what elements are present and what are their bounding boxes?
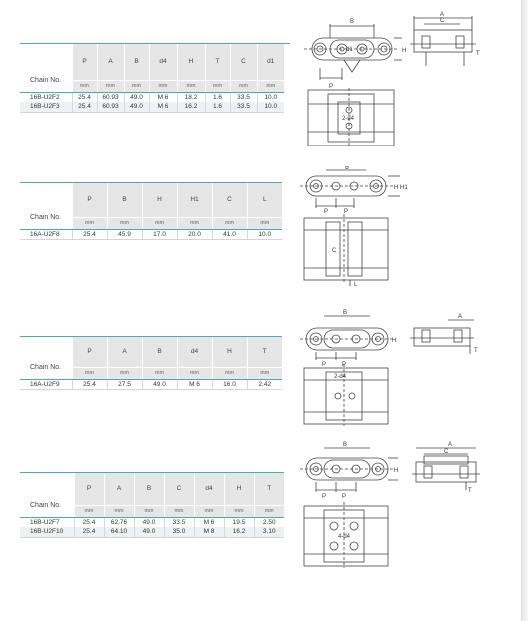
spec-table [20, 44, 284, 113]
dim-label-t: T [468, 488, 472, 494]
table-cell: 10.0 [257, 92, 284, 102]
spec-table [20, 473, 284, 538]
dim-label-h1: H1 [400, 185, 408, 191]
dim-label-a: A [448, 442, 453, 448]
chain-no-header: Chain No. [20, 44, 72, 92]
column-header: P [72, 44, 97, 80]
table-cell: 10.0 [257, 102, 284, 112]
unit-cell: mm [72, 217, 107, 229]
chain-no-cell: 16A-U2F9 [20, 379, 72, 389]
unit-cell: mm [212, 217, 247, 229]
column-header: H [142, 183, 177, 217]
table-cell: 25.4 [74, 527, 104, 537]
table-cell: M 6 [149, 102, 177, 112]
table-cell: 62.76 [104, 517, 134, 527]
column-header: H [212, 337, 247, 367]
column-header: C [230, 44, 257, 80]
chain-no-header: Chain No. [20, 183, 72, 229]
table-cell: 3.10 [254, 527, 284, 537]
dim-label-t: T [476, 51, 480, 57]
unit-cell: mm [177, 80, 205, 92]
dim-label-p: P [322, 362, 327, 368]
unit-cell: mm [124, 80, 149, 92]
table-cell: M 6 [149, 92, 177, 102]
unit-cell: mm [194, 505, 224, 517]
table-cell: 49.0 [142, 379, 177, 389]
dim-label-p: P [322, 494, 327, 500]
table-cell: 49.0 [134, 517, 164, 527]
dim-label-a: A [440, 12, 445, 18]
table-cell: 17.0 [142, 229, 177, 239]
table-cell: 25.4 [74, 517, 104, 527]
table-cell: M 6 [177, 379, 212, 389]
table-row [20, 517, 284, 527]
table-cell: 1.6 [205, 92, 230, 102]
dim-label-p-2: P [342, 494, 347, 500]
unit-cell: mm [224, 505, 254, 517]
unit-cell: mm [254, 505, 284, 517]
column-header: A [97, 44, 124, 80]
unit-cell: mm [212, 367, 247, 379]
table-cell: M 8 [194, 527, 224, 537]
dim-label-p: P [324, 209, 329, 215]
unit-cell: mm [107, 217, 142, 229]
unit-cell: mm [247, 217, 282, 229]
table-cell: 25.4 [72, 92, 97, 102]
spec-table-1 [20, 43, 290, 113]
dim-label-d4: 2-d4 [342, 116, 355, 122]
unit-cell: mm [134, 505, 164, 517]
column-header: P [72, 183, 107, 217]
dim-label-c: C [444, 449, 449, 455]
table-row [20, 92, 284, 102]
dim-label-b: B [345, 166, 350, 171]
dim-label-h: H [394, 468, 399, 474]
table-cell: 25.4 [72, 379, 107, 389]
column-header: d4 [177, 337, 212, 367]
table-row [20, 102, 284, 112]
chain-drawing-1 [298, 10, 520, 146]
table-cell: 25.4 [72, 229, 107, 239]
column-header: d4 [194, 473, 224, 505]
dim-label-p-2: P [344, 209, 349, 215]
unit-cell: mm [177, 367, 212, 379]
table-cell: 60.93 [97, 102, 124, 112]
spec-table-4 [20, 472, 284, 538]
unit-cell: mm [177, 217, 212, 229]
column-header: H1 [177, 183, 212, 217]
chain-no-header: Chain No. [20, 473, 74, 517]
unit-cell: mm [257, 80, 284, 92]
table-cell: 41.0 [212, 229, 247, 239]
table-row [20, 229, 282, 239]
chain-no-cell: 16A-U2F8 [20, 229, 72, 239]
table-cell: 49.0 [124, 102, 149, 112]
table-cell: 20.0 [177, 229, 212, 239]
dim-label-h: H [394, 185, 399, 191]
dim-label-d4: 2-d4 [334, 374, 347, 380]
table-cell: 1.6 [205, 102, 230, 112]
column-header: B [134, 473, 164, 505]
chain-drawing-3 [298, 306, 494, 426]
dim-label-h: H [392, 338, 397, 344]
column-header: T [247, 337, 282, 367]
table-cell: 2.42 [247, 379, 282, 389]
table-cell: 25.4 [72, 102, 97, 112]
dim-label-c: C [332, 248, 337, 254]
table-cell: 49.0 [134, 527, 164, 537]
dim-label-b: B [350, 19, 355, 25]
column-header: d4 [149, 44, 177, 80]
column-header: H [177, 44, 205, 80]
unit-cell: mm [142, 367, 177, 379]
table-cell: 35.0 [164, 527, 194, 537]
dim-label-t: T [474, 348, 478, 354]
column-header: L [247, 183, 282, 217]
column-header: B [142, 337, 177, 367]
unit-cell: mm [72, 80, 97, 92]
dim-label-h: H [402, 48, 407, 54]
unit-cell: mm [107, 367, 142, 379]
chain-no-cell: 16B-U2F2 [20, 92, 72, 102]
table-cell: 18.2 [177, 92, 205, 102]
dim-label-c: C [440, 18, 445, 24]
unit-cell: mm [104, 505, 134, 517]
column-header: T [254, 473, 284, 505]
unit-cell: mm [149, 80, 177, 92]
dim-label-d4: 4-d4 [338, 534, 351, 540]
column-header: B [107, 183, 142, 217]
column-header: C [164, 473, 194, 505]
table-cell: 45.9 [107, 229, 142, 239]
table-cell: 16.2 [224, 527, 254, 537]
column-header: H [224, 473, 254, 505]
table-cell: 10.0 [247, 229, 282, 239]
table-cell: 16.2 [177, 102, 205, 112]
table-cell: 27.5 [107, 379, 142, 389]
column-header: P [74, 473, 104, 505]
column-header: A [104, 473, 134, 505]
chain-drawing-4 [298, 440, 494, 568]
table-cell: 60.93 [97, 92, 124, 102]
unit-cell: mm [247, 367, 282, 379]
dim-label-p-2: P [342, 362, 347, 368]
table-row [20, 527, 284, 537]
dim-label-b: B [343, 442, 348, 448]
column-header: T [205, 44, 230, 80]
unit-cell: mm [164, 505, 194, 517]
chain-no-header: Chain No. [20, 337, 72, 379]
page-edge [521, 0, 528, 621]
dim-label-p: P [329, 84, 334, 90]
table-row [20, 379, 282, 389]
table-cell: 49.0 [124, 92, 149, 102]
column-header: A [107, 337, 142, 367]
dim-label-d1: d1 [346, 47, 353, 53]
chain-no-cell: 16B-U2F10 [20, 527, 74, 537]
table-cell: M 6 [194, 517, 224, 527]
unit-cell: mm [74, 505, 104, 517]
chain-no-cell: 16B-U2F7 [20, 517, 74, 527]
dim-label-b: B [343, 310, 348, 316]
column-header: d1 [257, 44, 284, 80]
table-cell: 16.0 [212, 379, 247, 389]
table-cell: 2.50 [254, 517, 284, 527]
dim-label-l: L [354, 282, 358, 288]
unit-cell: mm [142, 217, 177, 229]
unit-cell: mm [72, 367, 107, 379]
chain-no-cell: 16B-U2F3 [20, 102, 72, 112]
table-cell: 33.5 [230, 102, 257, 112]
table-cell: 19.5 [224, 517, 254, 527]
chain-drawing-2 [298, 166, 408, 288]
unit-cell: mm [230, 80, 257, 92]
table-cell: 33.5 [164, 517, 194, 527]
spec-table [20, 337, 282, 390]
column-header: C [212, 183, 247, 217]
spec-table [20, 183, 282, 240]
spec-table-3 [20, 336, 282, 390]
table-cell: 64.10 [104, 527, 134, 537]
dim-label-a: A [458, 314, 463, 320]
column-header: P [72, 337, 107, 367]
unit-cell: mm [97, 80, 124, 92]
column-header: B [124, 44, 149, 80]
unit-cell: mm [205, 80, 230, 92]
table-cell: 33.5 [230, 92, 257, 102]
spec-table-2 [20, 182, 282, 240]
